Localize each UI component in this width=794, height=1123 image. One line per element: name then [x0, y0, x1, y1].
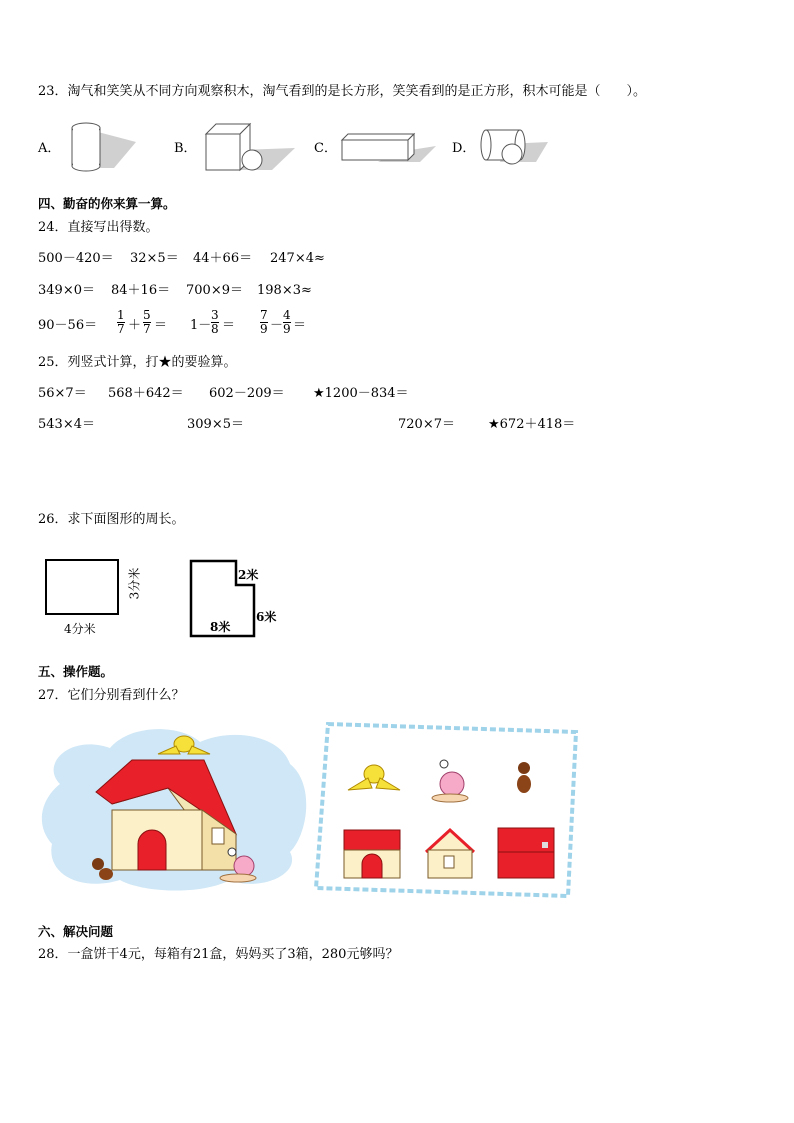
q25-title: 25．列竖式计算，打★的要验算。: [38, 355, 237, 370]
q23-text: 23．淘气和笑笑从不同方向观察积木，淘气看到的是长方形，笑笑看到的是正方形，积木可能是（ ）。: [38, 84, 647, 99]
q25-r2-3: 720×7＝: [398, 417, 455, 432]
rect-width-label: 4分米: [64, 622, 96, 636]
q24-r1-4: 247×4≈: [270, 251, 325, 266]
q24-r2-1: 349×0＝: [38, 283, 95, 298]
q25-r1-4: ★1200－834＝: [313, 386, 409, 401]
shape-label-2m: 2米: [238, 568, 259, 582]
shape-label-6m: 6米: [256, 610, 277, 624]
fraction-5-7: 5 7: [143, 308, 151, 336]
option-d-cylinder-ball: [476, 124, 556, 170]
q25-r2-4: ★672＋418＝: [488, 417, 576, 432]
equals-sign-2: ＝: [222, 318, 236, 333]
fraction-4-9: 4 9: [283, 308, 291, 336]
q24-r2-4: 198×3≈: [257, 283, 312, 298]
option-d-label: D．: [452, 141, 476, 156]
option-b-label: B．: [174, 141, 197, 156]
section-5-title: 五、操作题。: [38, 664, 114, 679]
one-minus: 1－: [190, 318, 212, 333]
q24-r1-1: 500－420＝: [38, 251, 114, 266]
q25-r1-3: 602－209＝: [209, 386, 285, 401]
minus-sign: －: [270, 318, 284, 333]
q25-r1-1: 56×7＝: [38, 386, 87, 401]
section-6-title: 六、解决问题: [38, 924, 114, 939]
house-scene: [40, 724, 310, 894]
plus-sign: ＋: [128, 318, 142, 333]
equals-sign-3: ＝: [293, 318, 307, 333]
q24-r2-2: 84＋16＝: [111, 283, 171, 298]
q24-r1-2: 32×5＝: [130, 251, 179, 266]
q26-title: 26．求下面图形的周长。: [38, 512, 185, 527]
option-a-label: A．: [38, 141, 61, 156]
q25-r2-1: 543×4＝: [38, 417, 95, 432]
option-a-cylinder: [66, 120, 146, 172]
rect-height-label: 3分米: [127, 567, 142, 600]
q27-title: 27．它们分别看到什么？: [38, 688, 185, 703]
section-4-title: 四、勤奋的你来算一算。: [38, 196, 176, 211]
shape-label-8m: 8米: [210, 620, 231, 634]
option-b-cube-ball: [200, 120, 300, 175]
fraction-1-7: 1 7: [117, 308, 125, 336]
option-c-cuboid: [338, 128, 448, 168]
equals-sign-1: ＝: [154, 318, 168, 333]
fraction-7-9: 7 9: [260, 308, 268, 336]
fraction-3-8: 3 8: [211, 308, 219, 336]
rectangle-figure: [44, 558, 124, 618]
q28-text: 28．一盒饼干4元，每箱有21盒，妈妈买了3箱，280元够吗？: [38, 947, 399, 962]
q24-title: 24．直接写出得数。: [38, 220, 159, 235]
q24-r1-3: 44＋66＝: [193, 251, 253, 266]
views-card: [310, 718, 582, 908]
q25-r2-2: 309×5＝: [187, 417, 244, 432]
q24-r2-3: 700×9＝: [186, 283, 243, 298]
q24-r3-1: 90－56＝: [38, 318, 98, 333]
option-c-label: C．: [314, 141, 337, 156]
q25-r1-2: 568＋642＝: [108, 386, 184, 401]
